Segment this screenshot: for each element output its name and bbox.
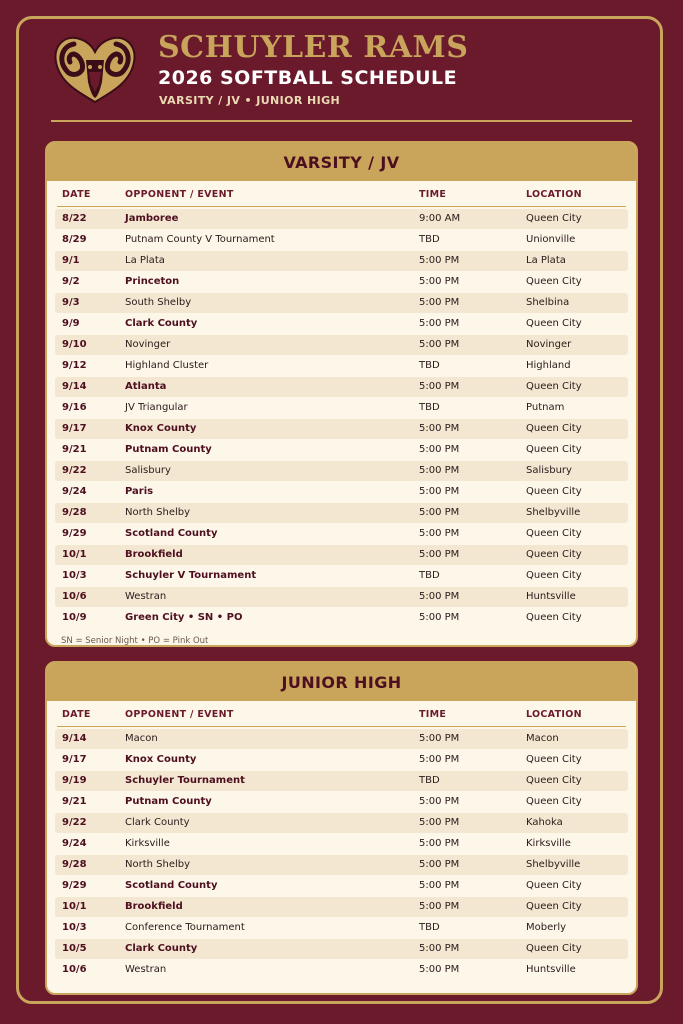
varsity-rows: [55, 209, 628, 628]
game-opponent: South Shelby: [125, 297, 192, 308]
table-row: [55, 314, 628, 334]
game-time: 5:00 PM: [419, 486, 460, 497]
game-time: 5:00 PM: [419, 754, 460, 765]
game-location: Moberly: [526, 922, 567, 933]
table-row: [55, 461, 628, 481]
table-row: [55, 587, 628, 607]
game-date: 9/12: [62, 360, 87, 371]
game-location: Huntsville: [526, 591, 576, 602]
game-location: Queen City: [526, 486, 582, 497]
game-time: 5:00 PM: [419, 591, 460, 602]
game-time: TBD: [419, 775, 440, 786]
game-opponent: Jamboree: [125, 213, 179, 224]
page-title: SCHUYLER RAMS: [158, 30, 469, 65]
table-row: [55, 939, 628, 959]
game-date: 9/21: [62, 444, 87, 455]
game-opponent: Putnam County: [125, 444, 212, 455]
schedule-subtitle: 2026 SOFTBALL SCHEDULE: [158, 67, 458, 89]
game-time: 5:00 PM: [419, 880, 460, 891]
game-opponent: Knox County: [125, 423, 197, 434]
game-location: Shelbina: [526, 297, 570, 308]
table-row: [55, 813, 628, 833]
game-opponent: Princeton: [125, 276, 180, 287]
table-row: [55, 792, 628, 812]
game-location: Queen City: [526, 901, 582, 912]
game-location: Queen City: [526, 612, 582, 623]
table-row: [55, 545, 628, 565]
table-row: [55, 398, 628, 418]
game-location: Queen City: [526, 775, 582, 786]
game-time: 5:00 PM: [419, 297, 460, 308]
game-location: Queen City: [526, 754, 582, 765]
game-time: 5:00 PM: [419, 964, 460, 975]
junior-high-rows: [55, 729, 628, 980]
table-row: [55, 356, 628, 376]
table-row: [55, 440, 628, 460]
game-opponent: Novinger: [125, 339, 171, 350]
game-time: TBD: [419, 234, 440, 245]
ram-logo-icon: [52, 32, 138, 106]
game-time: 5:00 PM: [419, 549, 460, 560]
game-time: TBD: [419, 360, 440, 371]
table-row: [55, 729, 628, 749]
table-row: [55, 566, 628, 586]
game-date: 9/10: [62, 339, 87, 350]
game-date: 9/17: [62, 423, 87, 434]
game-opponent: Schuyler V Tournament: [125, 570, 257, 581]
game-time: 5:00 PM: [419, 465, 460, 476]
table-row: [55, 335, 628, 355]
game-time: 5:00 PM: [419, 318, 460, 329]
table-row: [55, 897, 628, 917]
game-time: 5:00 PM: [419, 528, 460, 539]
game-location: Kirksville: [526, 838, 571, 849]
game-date: 9/21: [62, 796, 87, 807]
game-location: Queen City: [526, 423, 582, 434]
game-date: 10/6: [62, 591, 87, 602]
game-opponent: Clark County: [125, 817, 190, 828]
game-date: 10/6: [62, 964, 87, 975]
game-location: Queen City: [526, 444, 582, 455]
junior-high-card-header: [47, 663, 636, 701]
game-opponent: La Plata: [125, 255, 165, 266]
game-location: Shelbyville: [526, 507, 581, 518]
game-opponent: Putnam County: [125, 796, 212, 807]
column-header-location: LOCATION: [526, 189, 582, 200]
game-date: 9/29: [62, 528, 87, 539]
game-location: Putnam: [526, 402, 565, 413]
game-time: 5:00 PM: [419, 733, 460, 744]
column-header-time: TIME: [419, 189, 447, 200]
game-time: 5:00 PM: [419, 838, 460, 849]
table-row: [55, 419, 628, 439]
game-opponent: Knox County: [125, 754, 197, 765]
header: [0, 0, 683, 130]
junior-high-table-header: [57, 704, 626, 727]
table-row: [55, 608, 628, 628]
game-time: 5:00 PM: [419, 507, 460, 518]
table-row: [55, 377, 628, 397]
game-date: 9/1: [62, 255, 80, 266]
game-time: 5:00 PM: [419, 901, 460, 912]
game-location: Queen City: [526, 318, 582, 329]
game-opponent: Brookfield: [125, 549, 183, 560]
game-date: 9/29: [62, 880, 87, 891]
table-row: [55, 750, 628, 770]
game-opponent: Clark County: [125, 318, 198, 329]
game-date: 10/9: [62, 612, 87, 623]
game-opponent: Clark County: [125, 943, 198, 954]
table-row: [55, 272, 628, 292]
game-location: Queen City: [526, 381, 582, 392]
table-row: [55, 524, 628, 544]
game-opponent: Brookfield: [125, 901, 183, 912]
varsity-heading: VARSITY / JV: [283, 152, 400, 172]
table-row: [55, 251, 628, 271]
game-time: 5:00 PM: [419, 859, 460, 870]
game-date: 8/22: [62, 213, 87, 224]
table-row: [55, 230, 628, 250]
table-row: [55, 503, 628, 523]
game-time: 5:00 PM: [419, 381, 460, 392]
game-date: 9/17: [62, 754, 87, 765]
game-location: Novinger: [526, 339, 572, 350]
column-header-opponent: OPPONENT / EVENT: [125, 709, 234, 720]
game-date: 9/2: [62, 276, 80, 287]
game-date: 10/1: [62, 901, 87, 912]
game-location: Queen City: [526, 943, 582, 954]
column-header-date: DATE: [62, 709, 91, 720]
game-date: 9/3: [62, 297, 80, 308]
game-location: Salisbury: [526, 465, 572, 476]
game-opponent: Atlanta: [125, 381, 167, 392]
game-opponent: Putnam County V Tournament: [125, 234, 275, 245]
game-date: 9/14: [62, 733, 87, 744]
game-date: 8/29: [62, 234, 87, 245]
game-date: 10/3: [62, 570, 87, 581]
game-opponent: North Shelby: [125, 859, 191, 870]
column-header-time: TIME: [419, 709, 447, 720]
game-opponent: Scotland County: [125, 528, 218, 539]
game-opponent: Macon: [125, 733, 158, 744]
game-opponent: Salisbury: [125, 465, 171, 476]
game-time: 5:00 PM: [419, 943, 460, 954]
game-location: La Plata: [526, 255, 566, 266]
game-location: Queen City: [526, 213, 582, 224]
table-row: [55, 834, 628, 854]
column-header-opponent: OPPONENT / EVENT: [125, 189, 234, 200]
table-row: [55, 771, 628, 791]
table-row: [55, 960, 628, 980]
table-row: [55, 876, 628, 896]
game-location: Highland: [526, 360, 571, 371]
junior-high-heading: JUNIOR HIGH: [281, 672, 402, 692]
game-date: 9/19: [62, 775, 87, 786]
game-date: 9/24: [62, 838, 87, 849]
game-location: Queen City: [526, 796, 582, 807]
game-location: Queen City: [526, 276, 582, 287]
game-date: 9/28: [62, 859, 87, 870]
column-header-date: DATE: [62, 189, 91, 200]
game-date: 9/24: [62, 486, 87, 497]
game-opponent: Kirksville: [125, 838, 170, 849]
game-location: Shelbyville: [526, 859, 581, 870]
table-row: [55, 293, 628, 313]
game-date: 10/3: [62, 922, 87, 933]
game-date: 9/22: [62, 817, 87, 828]
game-location: Queen City: [526, 880, 582, 891]
game-time: TBD: [419, 402, 440, 413]
game-date: 9/28: [62, 507, 87, 518]
game-location: Queen City: [526, 570, 582, 581]
varsity-schedule-card: [45, 141, 638, 647]
varsity-card-header: [47, 143, 636, 181]
game-date: 10/1: [62, 549, 87, 560]
game-time: 5:00 PM: [419, 423, 460, 434]
game-opponent: Westran: [125, 591, 167, 602]
game-opponent: Paris: [125, 486, 154, 497]
game-time: 5:00 PM: [419, 796, 460, 807]
game-time: TBD: [419, 570, 440, 581]
game-time: TBD: [419, 922, 440, 933]
game-opponent: Highland Cluster: [125, 360, 209, 371]
game-date: 10/5: [62, 943, 87, 954]
game-location: Macon: [526, 733, 559, 744]
game-date: 9/14: [62, 381, 87, 392]
game-time: 5:00 PM: [419, 276, 460, 287]
table-row: [55, 209, 628, 229]
game-time: 9:00 AM: [419, 213, 461, 224]
game-location: Queen City: [526, 549, 582, 560]
game-location: Unionville: [526, 234, 576, 245]
game-opponent: Westran: [125, 964, 167, 975]
game-date: 9/9: [62, 318, 80, 329]
game-time: 5:00 PM: [419, 612, 460, 623]
game-location: Kahoka: [526, 817, 563, 828]
game-location: Huntsville: [526, 964, 576, 975]
varsity-table-header: [57, 184, 626, 207]
game-date: 9/16: [62, 402, 87, 413]
game-time: 5:00 PM: [419, 444, 460, 455]
legend-note: SN = Senior Night • PO = Pink Out: [61, 636, 209, 646]
game-opponent: Schuyler Tournament: [125, 775, 245, 786]
game-location: Queen City: [526, 528, 582, 539]
game-time: 5:00 PM: [419, 817, 460, 828]
game-opponent: Scotland County: [125, 880, 218, 891]
game-opponent: North Shelby: [125, 507, 191, 518]
game-opponent: JV Triangular: [125, 402, 188, 413]
game-time: 5:00 PM: [419, 339, 460, 350]
game-opponent: Conference Tournament: [125, 922, 245, 933]
table-row: [55, 482, 628, 502]
levels-label: VARSITY / JV • JUNIOR HIGH: [159, 94, 341, 107]
table-row: [55, 855, 628, 875]
header-divider: [51, 120, 632, 122]
game-opponent: Green City • SN • PO: [125, 612, 243, 623]
table-row: [55, 918, 628, 938]
game-date: 9/22: [62, 465, 87, 476]
game-time: 5:00 PM: [419, 255, 460, 266]
junior-high-schedule-card: [45, 661, 638, 995]
column-header-location: LOCATION: [526, 709, 582, 720]
